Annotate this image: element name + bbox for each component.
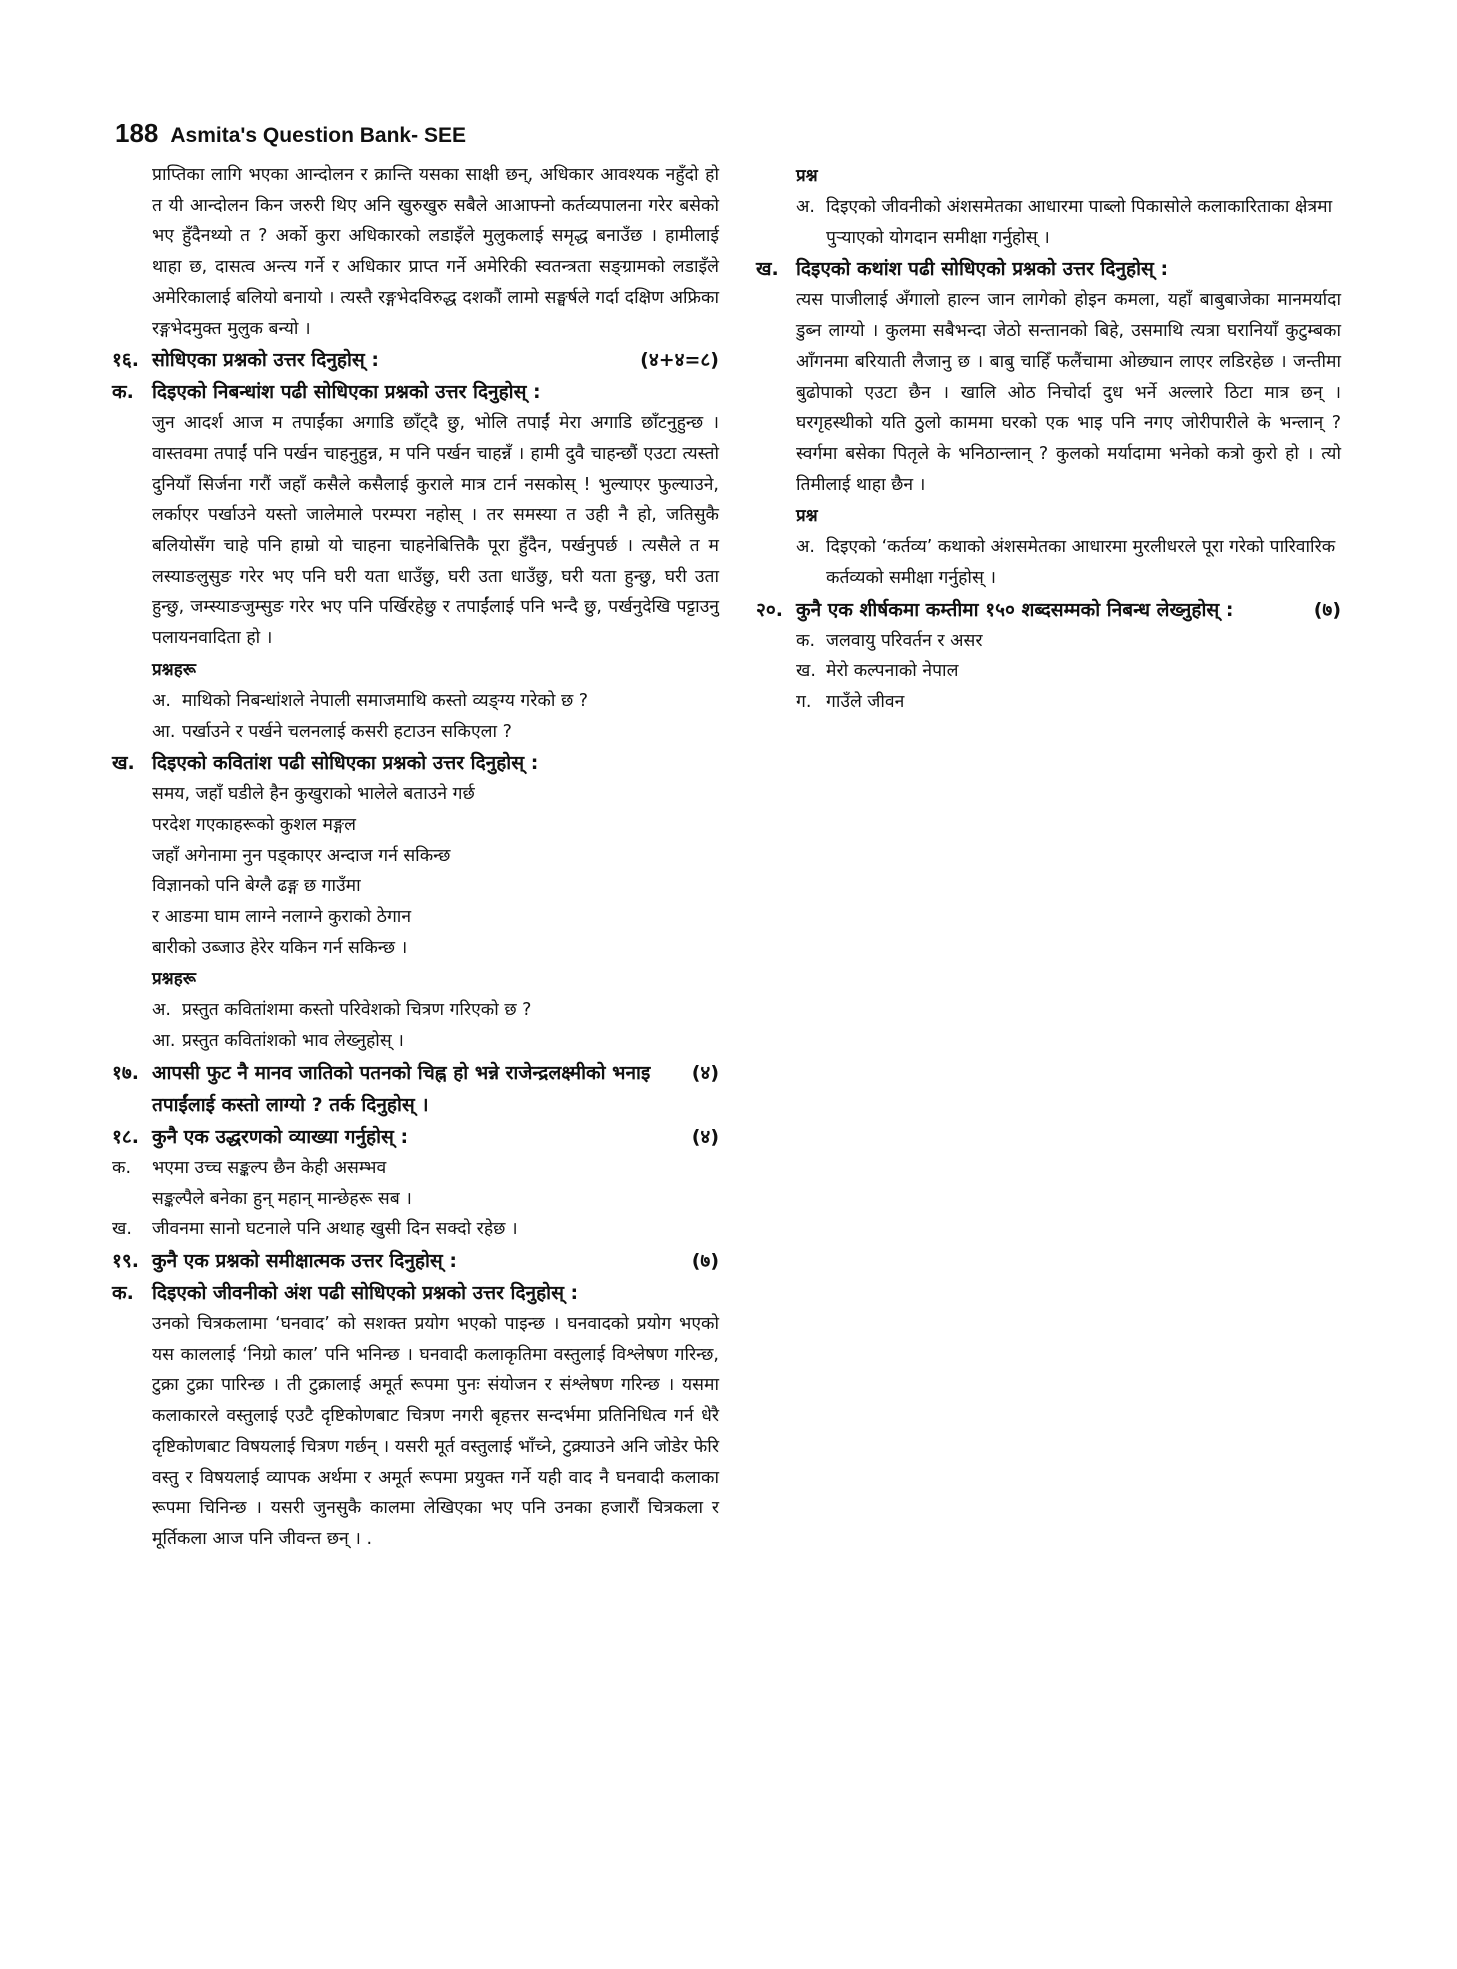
question-19-heading xyxy=(112,1245,719,1277)
intro-paragraph: प्राप्तिका लागि भएका आन्दोलन र क्रान्ति यसका साक्षी छन्, अधिकार आवश्यक नहुँदो हो त यी आन्दोलन किन जरुरी थिए अनि खुरुखुरु सबैले आआफ्नो कर्तव्यपालना गरेर बसेको भए हुँदैनथ्यो त ? अर्को कुरा अधिकारको लडाइँले मुलुकलाई समृद्ध बनाउँछ । हामीलाई थाहा छ, दासत्व अन्त्य गर्ने र अधिकार प्राप्त गर्ने अमेरिकी स्वतन्त्रता सङ्ग्रामको लडाइँले अमेरिकालाई बलियो बनायो । त्यस्तै रङ्गभेदविरुद्ध दशकौं लामो सङ्घर्षले गर्दा दक्षिण अफ्रिका रङ्गभेदमुक्त मुलुक बन्यो । xyxy=(152,165,719,339)
sub-question-letter: क. xyxy=(112,1281,134,1304)
poem-line: परदेश गएकाहरूको कुशल मङ्गल xyxy=(152,814,356,835)
poem-excerpt xyxy=(112,779,719,963)
sub-question-title: दिइएको कवितांश पढी सोधिएका प्रश्नको उत्तर दिनुहोस् : xyxy=(152,752,539,775)
item-letter: क. xyxy=(112,1157,132,1178)
question-marks: (४) xyxy=(691,1125,719,1148)
poem-line: समय, जहाँ घडीले हैन कुखुराको भालेले बताउने गर्छ xyxy=(152,784,475,805)
list-item xyxy=(112,1026,719,1057)
item-letter: ख. xyxy=(112,1219,132,1240)
questions-label: प्रश्नहरू xyxy=(152,659,196,680)
list-item xyxy=(112,995,719,1026)
questions-label: प्रश्न xyxy=(796,166,818,186)
item-letter: क. xyxy=(796,630,816,651)
list-item xyxy=(756,656,1341,687)
question-title: कुनै एक प्रश्नको समीक्षात्मक उत्तर दिनुहोस् : xyxy=(152,1249,457,1272)
essay-topic: जलवायु परिवर्तन र असर xyxy=(826,630,983,651)
item-text: दिइएको ‘कर्तव्य’ कथाको अंशसमेतका आधारमा मुरलीधरले पूरा गरेको पारिवारिक कर्तव्यको समीक्षा गर्नुहोस् । xyxy=(826,537,1336,589)
item-letter: आ. xyxy=(152,721,176,742)
question-title: कुनै एक उद्धरणको व्याख्या गर्नुहोस् : xyxy=(152,1125,409,1148)
sub-question-letter: ख. xyxy=(112,752,135,775)
question-19k-heading xyxy=(112,1277,719,1309)
item-letter: अ. xyxy=(796,537,815,558)
quotation-item xyxy=(112,1214,719,1245)
essay-topic: मेरो कल्पनाको नेपाल xyxy=(826,661,959,682)
item-letter: अ. xyxy=(152,690,171,711)
question-number: २०. xyxy=(756,598,783,621)
sub-question-title: दिइएको जीवनीको अंश पढी सोधिएको प्रश्नको उत्तर दिनुहोस् : xyxy=(152,1281,579,1304)
item-letter: आ. xyxy=(152,1031,176,1052)
list-item xyxy=(756,687,1341,718)
quotation-text xyxy=(152,1153,719,1214)
question-number: १८. xyxy=(112,1125,139,1148)
item-text: माथिको निबन्धांशले नेपाली समाजमाथि कस्तो व्यङ्ग्य गरेको छ ? xyxy=(182,690,589,711)
item-letter: ग. xyxy=(796,692,812,713)
quotation-line: जीवनमा सानो घटनाले पनि अथाह खुसी दिन सक्दो रहेछ । xyxy=(152,1219,518,1240)
sub-question-letter: ख. xyxy=(756,258,779,281)
question-marks: (७) xyxy=(1313,598,1341,621)
sub-question-title: दिइएको निबन्धांश पढी सोधिएका प्रश्नको उत्तर दिनुहोस् : xyxy=(152,381,541,404)
question-marks: (४+४=८) xyxy=(640,349,719,372)
question-number: १९. xyxy=(112,1249,139,1272)
right-column xyxy=(756,160,1341,718)
question-16kh-heading xyxy=(112,747,719,779)
question-16-heading xyxy=(112,344,719,376)
question-title: सोधिएका प्रश्नको उत्तर दिनुहोस् : xyxy=(152,349,379,372)
question-number: १७. xyxy=(112,1061,139,1084)
item-text: दिइएको जीवनीको अंशसमेतका आधारमा पाब्लो पिकासोले कलाकारिताका क्षेत्रमा पुऱ्याएको योगदान समीक्षा गर्नुहोस् । xyxy=(826,197,1333,248)
item-text: प्रस्तुत कवितांशमा कस्तो परिवेशको चित्रण गरिएको छ ? xyxy=(182,1000,532,1021)
quotation-line: सङ्कल्पैले बनेका हुन् महान् मान्छेहरू सब । xyxy=(152,1188,412,1209)
quotation-line: भएमा उच्च सङ्कल्प छैन केही असम्भव xyxy=(152,1157,387,1178)
list-item xyxy=(112,686,719,717)
poem-line: र आङमा घाम लाग्ने नलाग्ने कुराको ठेगान xyxy=(152,907,412,928)
sub-question-title: दिइएको कथांश पढी सोधिएको प्रश्नको उत्तर दिनुहोस् : xyxy=(796,258,1169,281)
sub-question-letter: क. xyxy=(112,381,134,404)
question-17-heading xyxy=(112,1057,719,1121)
item-letter: अ. xyxy=(152,1000,171,1021)
item-text: प्रस्तुत कवितांशको भाव लेख्नुहोस् । xyxy=(182,1031,404,1052)
biography-excerpt: उनको चित्रकलामा ‘घनवाद’ को सशक्त प्रयोग भएको पाइन्छ । घनवादको प्रयोग भएको यस काललाई ‘निग्रो काल’ पनि भनिन्छ । घनवादी कलाकृतिमा वस्तुलाई विश्लेषण गरिन्छ, टुक्रा टुक्रा पारिन्छ । ती टुक्रालाई अमूर्त रूपमा पुनः संयोजन र संश्लेषण गरिन्छ । यसमा कलाकारले वस्तुलाई एउटै दृष्टिकोणबाट चित्रण नगरी बृहत्तर सन्दर्भमा प्रतिनिधित्व गर्न धेरै दृष्टिकोणबाट विषयलाई चित्रण गर्छन् । यसरी मूर्त वस्तुलाई भाँच्ने, टुक्र्याउने अनि जोडेर फेरि वस्तु र विषयलाई व्यापक अर्थमा र अमूर्त रूपमा प्रयुक्त गर्ने यही वाद नै घनवादी कलाका रूपमा चिनिन्छ । यसरी जुनसुकै कालमा लेखिएका भए पनि उनका हजारौं चित्रकला र मूर्तिकला आज पनि जीवन्त छन् । . xyxy=(152,1313,719,1549)
essay-excerpt: जुन आदर्श आज म तपाईंका अगाडि छाँट्दै छु, भोलि तपाईं मेरा अगाडि छाँटनुहुन्छ । वास्तवमा तपाईं पनि पर्खन चाहनुहुन्न, म पनि पर्खन चाहन्नँ । हामी दुवै चाहन्छौं एउटा त्यस्तो दुनियाँ सिर्जना गरौं जहाँ कसैले कसैलाई कुराले मात्र टार्न नसकोस् ! भुल्याएर फुल्याउने, लर्काएर पर्खाउने यस्तो जालेमाले परम्परा नहोस् । तर समस्या त उही नै हो, जतिसुकै बलियोसँग चाहे पनि हाम्रो यो चाहना चाहनेबित्तिकै पूरा हुँदैन, पर्खनुपर्छ । त्यसैले त म लस्याङलुसुङ गरेर भए पनि घरी यता धाउँछु, घरी उता धाउँछु, घरी यता हुन्छु, घरी उता हुन्छु, जम्स्याङजुम्सुङ गरेर भए पनि पर्खिरहेछु र तपाईंलाई पनि भन्दै छु, पर्खनुदेखि पट्टाउनु पलायनवादिता हो । xyxy=(152,413,719,649)
question-18-heading xyxy=(112,1121,719,1153)
questions-label: प्रश्न xyxy=(796,506,818,527)
question-20-heading xyxy=(756,594,1341,626)
poem-line: बारीको उब्जाउ हेरेर यकिन गर्न सकिन्छ । xyxy=(152,937,408,958)
question-16k-heading xyxy=(112,376,719,408)
essay-topic: गाउँले जीवन xyxy=(826,692,905,713)
list-item xyxy=(756,192,1341,253)
question-title: कुनै एक शीर्षकमा कम्तीमा १५० शब्दसम्मको निबन्ध लेख्नुहोस् : xyxy=(796,598,1234,621)
question-marks: (४) xyxy=(691,1061,719,1084)
list-item xyxy=(112,717,719,748)
questions-label: प्रश्नहरू xyxy=(152,969,196,990)
book-title: Asmita's Question Bank- SEE xyxy=(170,124,466,147)
list-item xyxy=(756,532,1341,593)
item-letter: ख. xyxy=(796,661,816,682)
item-letter: अ. xyxy=(796,197,815,217)
left-column xyxy=(112,160,719,1555)
page-number: 188 xyxy=(115,118,159,148)
question-marks: (७) xyxy=(691,1249,719,1272)
page-header xyxy=(115,118,466,158)
question-number: १६. xyxy=(112,349,139,372)
poem-line: विज्ञानको पनि बेग्लै ढङ्ग छ गाउँमा xyxy=(152,876,361,897)
quotation-item xyxy=(112,1153,719,1214)
poem-line: जहाँ अगेनामा नुन पड्काएर अन्दाज गर्न सकिन्छ xyxy=(152,845,451,866)
question-title: आपसी फुट नै मानव जातिको पतनको चिह्न हो भन्ने राजेन्द्रलक्ष्मीको भनाइ तपाईंलाई कस्तो लाग्यो ? तर्क दिनुहोस् । xyxy=(152,1061,651,1116)
list-item xyxy=(756,626,1341,657)
story-excerpt: त्यस पाजीलाई अँगालो हाल्न जान लागेको होइन कमला, यहाँ बाबुबाजेका मानमर्यादा डुब्न लाग्यो । कुलमा सबैभन्दा जेठो सन्तानको बिहे, उसमाथि त्यत्रा घरानियाँ कुटुम्बका आँगनमा बरियाती लैजानु छ । बाबु चाहिँ फलैंचामा ओछ्यान लाएर लडिरहेछ । जन्तीमा बुढोपाको एउटा छैन । खालि ओठ निचोर्दा दुध भर्ने अल्लारे ठिटा मात्र छन् । घरगृहस्थीको यति ठुलो काममा घरको एक भाइ पनि नगए जोरीपारीले के भन्लान् ? स्वर्गमा बसेका पितृले के भनिठान्लान् ? कुलको मर्यादामा भनेको कत्रो कुरो हो । त्यो तिमीलाई थाहा छैन । xyxy=(796,290,1341,495)
question-19kh-heading xyxy=(756,253,1341,285)
item-text: पर्खाउने र पर्खने चलनलाई कसरी हटाउन सकिएला ? xyxy=(182,721,512,742)
